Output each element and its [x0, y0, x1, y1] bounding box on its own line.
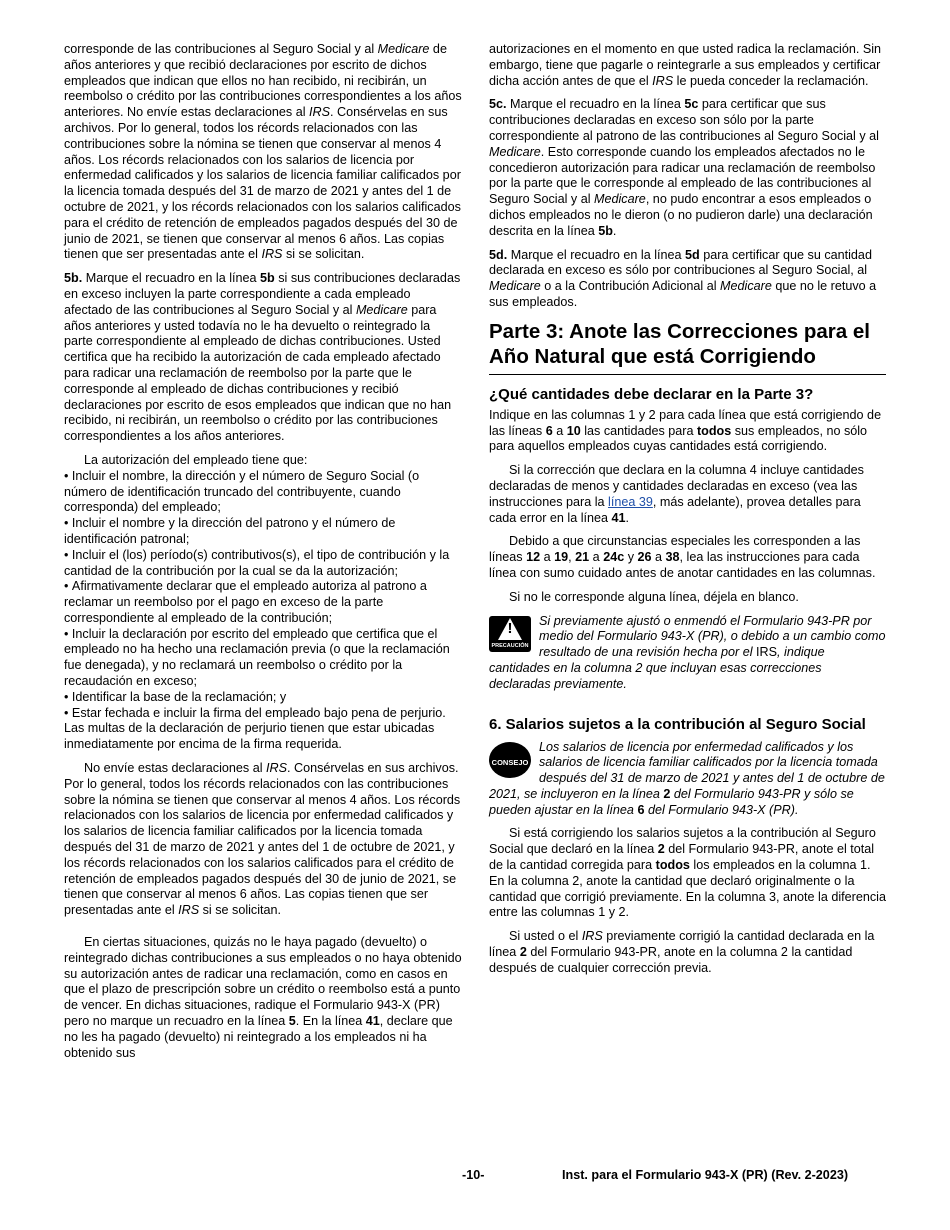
paragraph-5b: 5b. Marque el recuadro en la línea 5b si sus contribuciones declaradas en exceso incluyen la parte correspondiente a cada empleado afectado de las contribuciones al Seguro Social y al Medicare para años anteriores y usted todavía no le ha devuelto o reintegrado la parte correspondiente al empleado de dichas contribuciones. Usted certifica que ha recibido la autorización de cada empleado afectado para radicar una reclamación de reembolso por la parte que le corresponde al empleado de dichas contribuciones y recibió declaraciones por escrito de esos empleados que indican que no han recibido, ni recibirán, un reembolso o crédito por las contribuciones correspondientes a los años anteriores. — [64, 271, 461, 444]
document-title: Inst. para el Formulario 943-X (PR) (Rev. 2-2023) — [562, 1168, 849, 1182]
line-39-link[interactable]: línea 39 — [608, 494, 653, 509]
paragraph-indique: Indique en las columnas 1 y 2 para cada línea que está corrigiendo de las líneas 6 a 10 las cantidades para todos sus empleados, no sólo para aquellos empleados cuyas cantidades está corrigiendo. — [489, 407, 882, 454]
list-item: • Afirmativamente declarar que el empleado autoriza al patrono a reclamar un reembolso por el pago en exceso de la parte correspondiente al empleado de la contribución; — [64, 579, 462, 626]
tip-icon: CONSEJO — [489, 742, 531, 778]
caution-icon: ! PRECAUCIÓN — [489, 616, 531, 652]
paragraph-debido: Debido a que circunstancias especiales les corresponden a las líneas 12 a 19, 21 a 24c y 26 a 38, lea las instrucciones para cada línea con sumo cuidado antes de anotar cantidades en las columnas. — [489, 534, 876, 580]
authorization-intro: La autorización del empleado tiene que: — [84, 452, 308, 467]
paragraph-5c: 5c. Marque el recuadro en la línea 5c para certificar que sus contribuciones declaradas en exceso son sólo por la parte correspondiente al patrono de las contribuciones al Seguro Social y al Medicare. Esto corresponde cuando los empleados afectados no le concedieron autorización para radicar una reclamación de reembolso por la parte que le corresponde al empleado de las contribuciones al Seguro Social y al Medicare, no pudo encontrar a esos empleados o dichos empleados no le dieron (o no pudieron darle) una declaración descrita en la línea 5b. — [489, 97, 879, 238]
caution-text: Si previamente ajustó o enmendó el Formulario 943-PR por medio del Formulario 943-X (PR), o debido a un cambio como resultado de una revisión hecha por el IRS, indique cantidades en la columna 2 que incluyan esas correcciones declaradas previamente. — [489, 613, 886, 691]
list-item: • Identificar la base de la reclamación; y — [64, 690, 462, 706]
paragraph-si-usted: Si usted o el IRS previamente corrigió la cantidad declarada en la línea 2 del Formulario 943-PR, anote en la columna 2 la cantidad después de cualquier corrección previa. — [489, 929, 875, 975]
paragraph-ciertas-situaciones: En ciertas situaciones, quizás no le haya pagado (devuelto) o reintegrado dichas contribuciones a sus empleados o no haya obtenido su autorización antes de radicar una reclamación, como en casos en que el plazo de prescripción sobre un crédito o reembolso está a punto de vencer. En dichas situaciones, radique el Formulario 943-X (PR) pero no marque un recuadro en la línea 5. En la línea 41, declare que no les ha pagado (devuelto) ni reintegrado a los empleados ni ha obtenido sus — [64, 935, 462, 1060]
authorization-list — [64, 469, 462, 753]
list-item: • Incluir el nombre, la dirección y el número de Seguro Social (o número de identificación truncado del contribuyente, cuando corresponda) del empleado; — [64, 469, 462, 516]
right-column — [489, 42, 886, 985]
paragraph-si-correccion: Si la corrección que declara en la columna 4 incluye cantidades declaradas de menos y cantidades declaradas en exceso (vea las instrucciones para la línea 39, más adelante), provea detalles para cada error en la línea 41. — [489, 463, 864, 525]
list-item: • Incluir el (los) período(s) contributivos(s), el tipo de contribución y la cantidad de la contribución por la cual se da la autorización; — [64, 548, 462, 580]
paragraph-si-no: Si no le corresponde alguna línea, déjela en blanco. — [509, 589, 799, 604]
tip-callout — [489, 740, 886, 819]
list-item: • Estar fechada e incluir la firma del empleado bajo pena de perjurio. Las multas de la declaración de perjurio tienen que estar ubicadas inmediatamente por encima de la firma requerida. — [64, 706, 462, 753]
list-item: • Incluir la declaración por escrito del empleado que certifica que el empleado no ha hecho una reclamación previa (o que la reclamación fue denegada), y no reclamará un reembolso o crédito por la recaudación en exceso; — [64, 627, 462, 690]
page-number: -10- — [462, 1168, 485, 1182]
paragraph-records: corresponde de las contribuciones al Seguro Social y al Medicare de años anteriores y que recibió declaraciones por escrito de dichos empleados que indican que ellos no han recibido, ni recibirán, un reembolso o crédito por las contribuciones correspondientes a los años anteriores. No envíe estas declaraciones al IRS. Consérvelas en sus archivos. Por lo general, todos los récords relacionados con las contribuciones sobre la nómina se tienen que conservar al menos 4 años. Los récords relacionados con los salarios de licencia por enfermedad calificados y los salarios de licencia familiar calificados por la licencia tomada después del 31 de marzo de 2021 y antes del 1 de octubre de 2021, y los récords relacionados con los salarios calificados para el crédito de retención de empleados pagados después del 30 de junio de 2021, se tienen que conservar al menos 6 años. Las copias tienen que ser presentadas ante el IRS si se solicitan. — [64, 42, 462, 262]
caution-callout — [489, 614, 886, 693]
part3-heading: Parte 3: Anote las Correcciones para el Año Natural que está Corrigiendo — [489, 319, 886, 375]
section-6-heading: 6. Salarios sujetos a la contribución al Seguro Social — [489, 715, 866, 733]
paragraph-continued: autorizaciones en el momento en que usted radica la reclamación. Sin embargo, tiene que pagarle o reintegrarle a sus empleados y certificar dicha acción antes de que el IRS le pueda conceder la reclamación. — [489, 42, 882, 88]
part3-question-heading: ¿Qué cantidades debe declarar en la Parte 3? — [489, 385, 814, 403]
paragraph-si-esta: Si está corrigiendo los salarios sujetos a la contribución al Seguro Social que declaró en la línea 2 del Formulario 943-PR, anote el total de la cantidad corregida para todos los empleados en la columna 1. En la columna 2, anote la cantidad que declaró originalmente o la cantidad que corrigió previamente. En la columna 3, anote la diferencia entre las columnas 1 y 2. — [489, 826, 886, 920]
left-column — [64, 42, 462, 1069]
paragraph-5d: 5d. Marque el recuadro en la línea 5d para certificar que su cantidad declarada en exceso es sólo por contribuciones al Seguro Social, al Medicare o a la Contribución Adicional al Medicare que no le retuvo a sus empleados. — [489, 247, 877, 309]
list-item: • Incluir el nombre y la dirección del patrono y el número de identificación patronal; — [64, 516, 462, 548]
paragraph-no-envie: No envíe estas declaraciones al IRS. Consérvelas en sus archivos. Por lo general, todos los récords relacionados con las contribuciones sobre la nómina se tienen que conservar al menos 4 años. Los récords relacionados con los salarios de licencia por enfermedad calificados y los salarios de licencia familiar calificados por la licencia tomada después del 31 de marzo de 2021 y antes del 1 de octubre de 2021, y los récords relacionados con los salarios calificados para el crédito de retención de empleados pagados después del 30 de junio de 2021, se tienen que conservar al menos 6 años. Las copias tienen que ser presentadas ante el IRS si se solicitan. — [64, 761, 461, 918]
tip-text: Los salarios de licencia por enfermedad calificados y los salarios de licencia familiar calificados por la licencia tomada después del 31 de marzo de 2021 y antes del 1 de octubre de 2021, se incluyeron en la línea 2 del Formulario 943-PR y sólo se pueden ajustar en la línea 6 del Formulario 943-X (PR). — [489, 739, 885, 817]
